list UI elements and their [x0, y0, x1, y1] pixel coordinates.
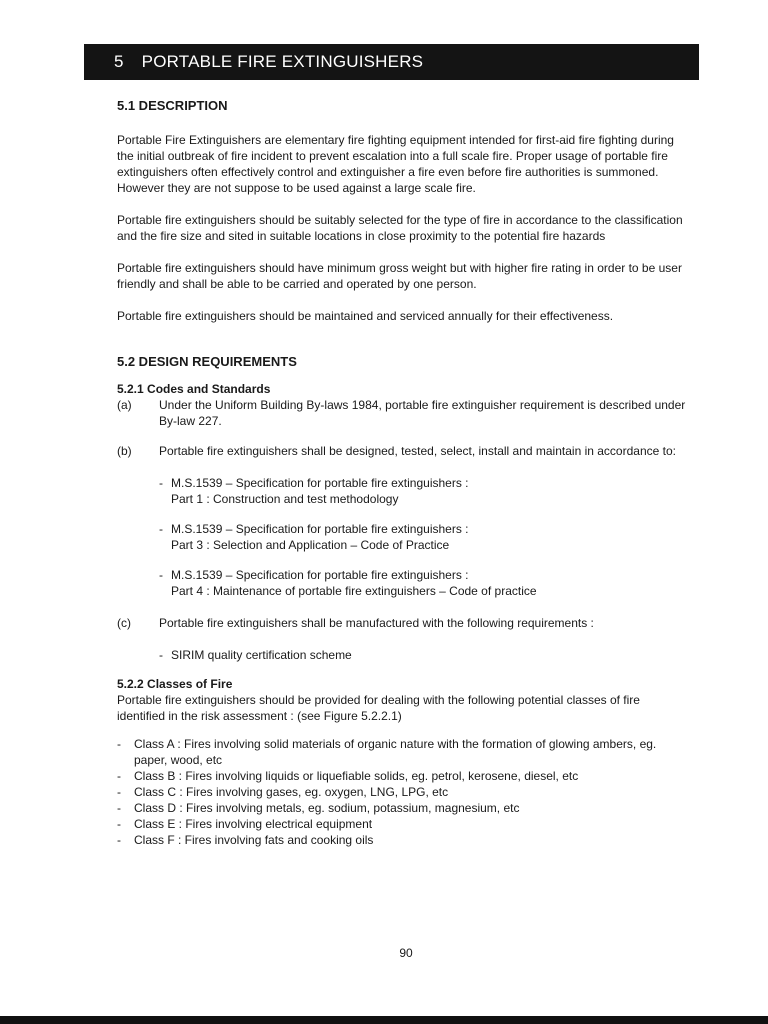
section-heading-design-requirements: 5.2 DESIGN REQUIREMENTS [117, 354, 297, 369]
item-text: Under the Uniform Building By-laws 1984, portable fire extinguisher requirement is described under By-law 227. [159, 398, 686, 428]
page-number: 90 [399, 946, 413, 960]
dash-marker: - [159, 568, 163, 582]
item-label: (a) [117, 398, 132, 412]
list-item [117, 736, 689, 768]
list-item [117, 800, 689, 816]
dash-marker: - [117, 817, 121, 831]
scan-bottom-edge [0, 1016, 768, 1024]
standard-entry [159, 521, 689, 553]
standard-entry [159, 475, 689, 507]
chapter-number: 5 [114, 52, 124, 71]
fire-class-text: Class D : Fires involving metals, eg. sodium, potassium, magnesium, etc [134, 801, 520, 815]
fire-class-text: Class E : Fires involving electrical equipment [134, 817, 373, 831]
page-content [117, 96, 689, 848]
list-item-a [117, 397, 689, 429]
subsection-heading-codes-standards: 5.2.1 Codes and Standards [117, 382, 271, 396]
list-item-b [117, 443, 689, 459]
dash-marker: - [117, 737, 121, 751]
dash-marker: - [117, 801, 121, 815]
standard-title: M.S.1539 – Specification for portable fire extinguishers : [171, 522, 469, 536]
dash-marker: - [159, 648, 163, 662]
subsection-heading-classes-of-fire: 5.2.2 Classes of Fire [117, 677, 233, 691]
description-paragraph-1: Portable Fire Extinguishers are elementary fire fighting equipment intended for first-aid fire fighting during the initial outbreak of fire incident to prevent escalation into a full scale fire. Proper usage of portable fire extinguishers often effectively control and extinguisher a fire even before fire authorities is summoned. However they are not suppose to be used against a large scale fire. [117, 133, 674, 195]
dash-marker: - [159, 476, 163, 490]
description-paragraph-3: Portable fire extinguishers should have minimum gross weight but with higher fire rating in order to be user friendly and shall be able to be carried and operated by one person. [117, 261, 682, 291]
standard-title: M.S.1539 – Specification for portable fire extinguishers : [171, 476, 469, 490]
classes-intro: Portable fire extinguishers should be provided for dealing with the following potential classes of fire identified in the risk assessment : (see Figure 5.2.2.1) [117, 693, 640, 723]
standard-entry [159, 567, 689, 599]
list-item [117, 816, 689, 832]
description-paragraph-4: Portable fire extinguishers should be maintained and serviced annually for their effectiveness. [117, 309, 614, 323]
fire-class-text: Class C : Fires involving gases, eg. oxygen, LNG, LPG, etc [134, 785, 449, 799]
dash-marker: - [117, 785, 121, 799]
item-text: Portable fire extinguishers shall be manufactured with the following requirements : [159, 616, 594, 630]
chapter-title: PORTABLE FIRE EXTINGUISHERS [141, 52, 424, 71]
dash-marker: - [117, 833, 121, 847]
dash-marker: - [117, 769, 121, 783]
fire-class-text: Class A : Fires involving solid materials of organic nature with the formation of glowing ambers, eg. paper, wood, etc [134, 737, 657, 767]
fire-class-text: Class F : Fires involving fats and cooking oils [134, 833, 374, 847]
requirement-text: SIRIM quality certification scheme [171, 648, 352, 662]
item-text: Portable fire extinguishers shall be designed, tested, select, install and maintain in accordance to: [159, 444, 676, 458]
chapter-header-bar [84, 44, 699, 80]
standard-title: M.S.1539 – Specification for portable fire extinguishers : [171, 568, 469, 582]
standard-part: Part 1 : Construction and test methodology [171, 492, 399, 506]
standard-text [171, 475, 689, 507]
standard-part: Part 3 : Selection and Application – Code of Practice [171, 538, 450, 552]
list-item-c [117, 615, 689, 631]
description-paragraph-2: Portable fire extinguishers should be suitably selected for the type of fire in accordance to the classification and the fire size and sited in suitable locations in close proximity to the potential fire hazards [117, 213, 683, 243]
section-heading-description: 5.1 DESCRIPTION [117, 98, 228, 113]
fire-class-text: Class B : Fires involving liquids or liquefiable solids, eg. petrol, kerosene, diesel, etc [134, 769, 579, 783]
requirement-entry [159, 647, 689, 663]
list-item [117, 784, 689, 800]
list-item [117, 832, 689, 848]
standard-text [171, 521, 689, 553]
list-item [117, 768, 689, 784]
item-label: (c) [117, 616, 131, 630]
standard-text [171, 567, 689, 599]
standard-part: Part 4 : Maintenance of portable fire extinguishers – Code of practice [171, 584, 537, 598]
dash-marker: - [159, 522, 163, 536]
item-label: (b) [117, 444, 132, 458]
fire-classes-list [117, 736, 689, 848]
